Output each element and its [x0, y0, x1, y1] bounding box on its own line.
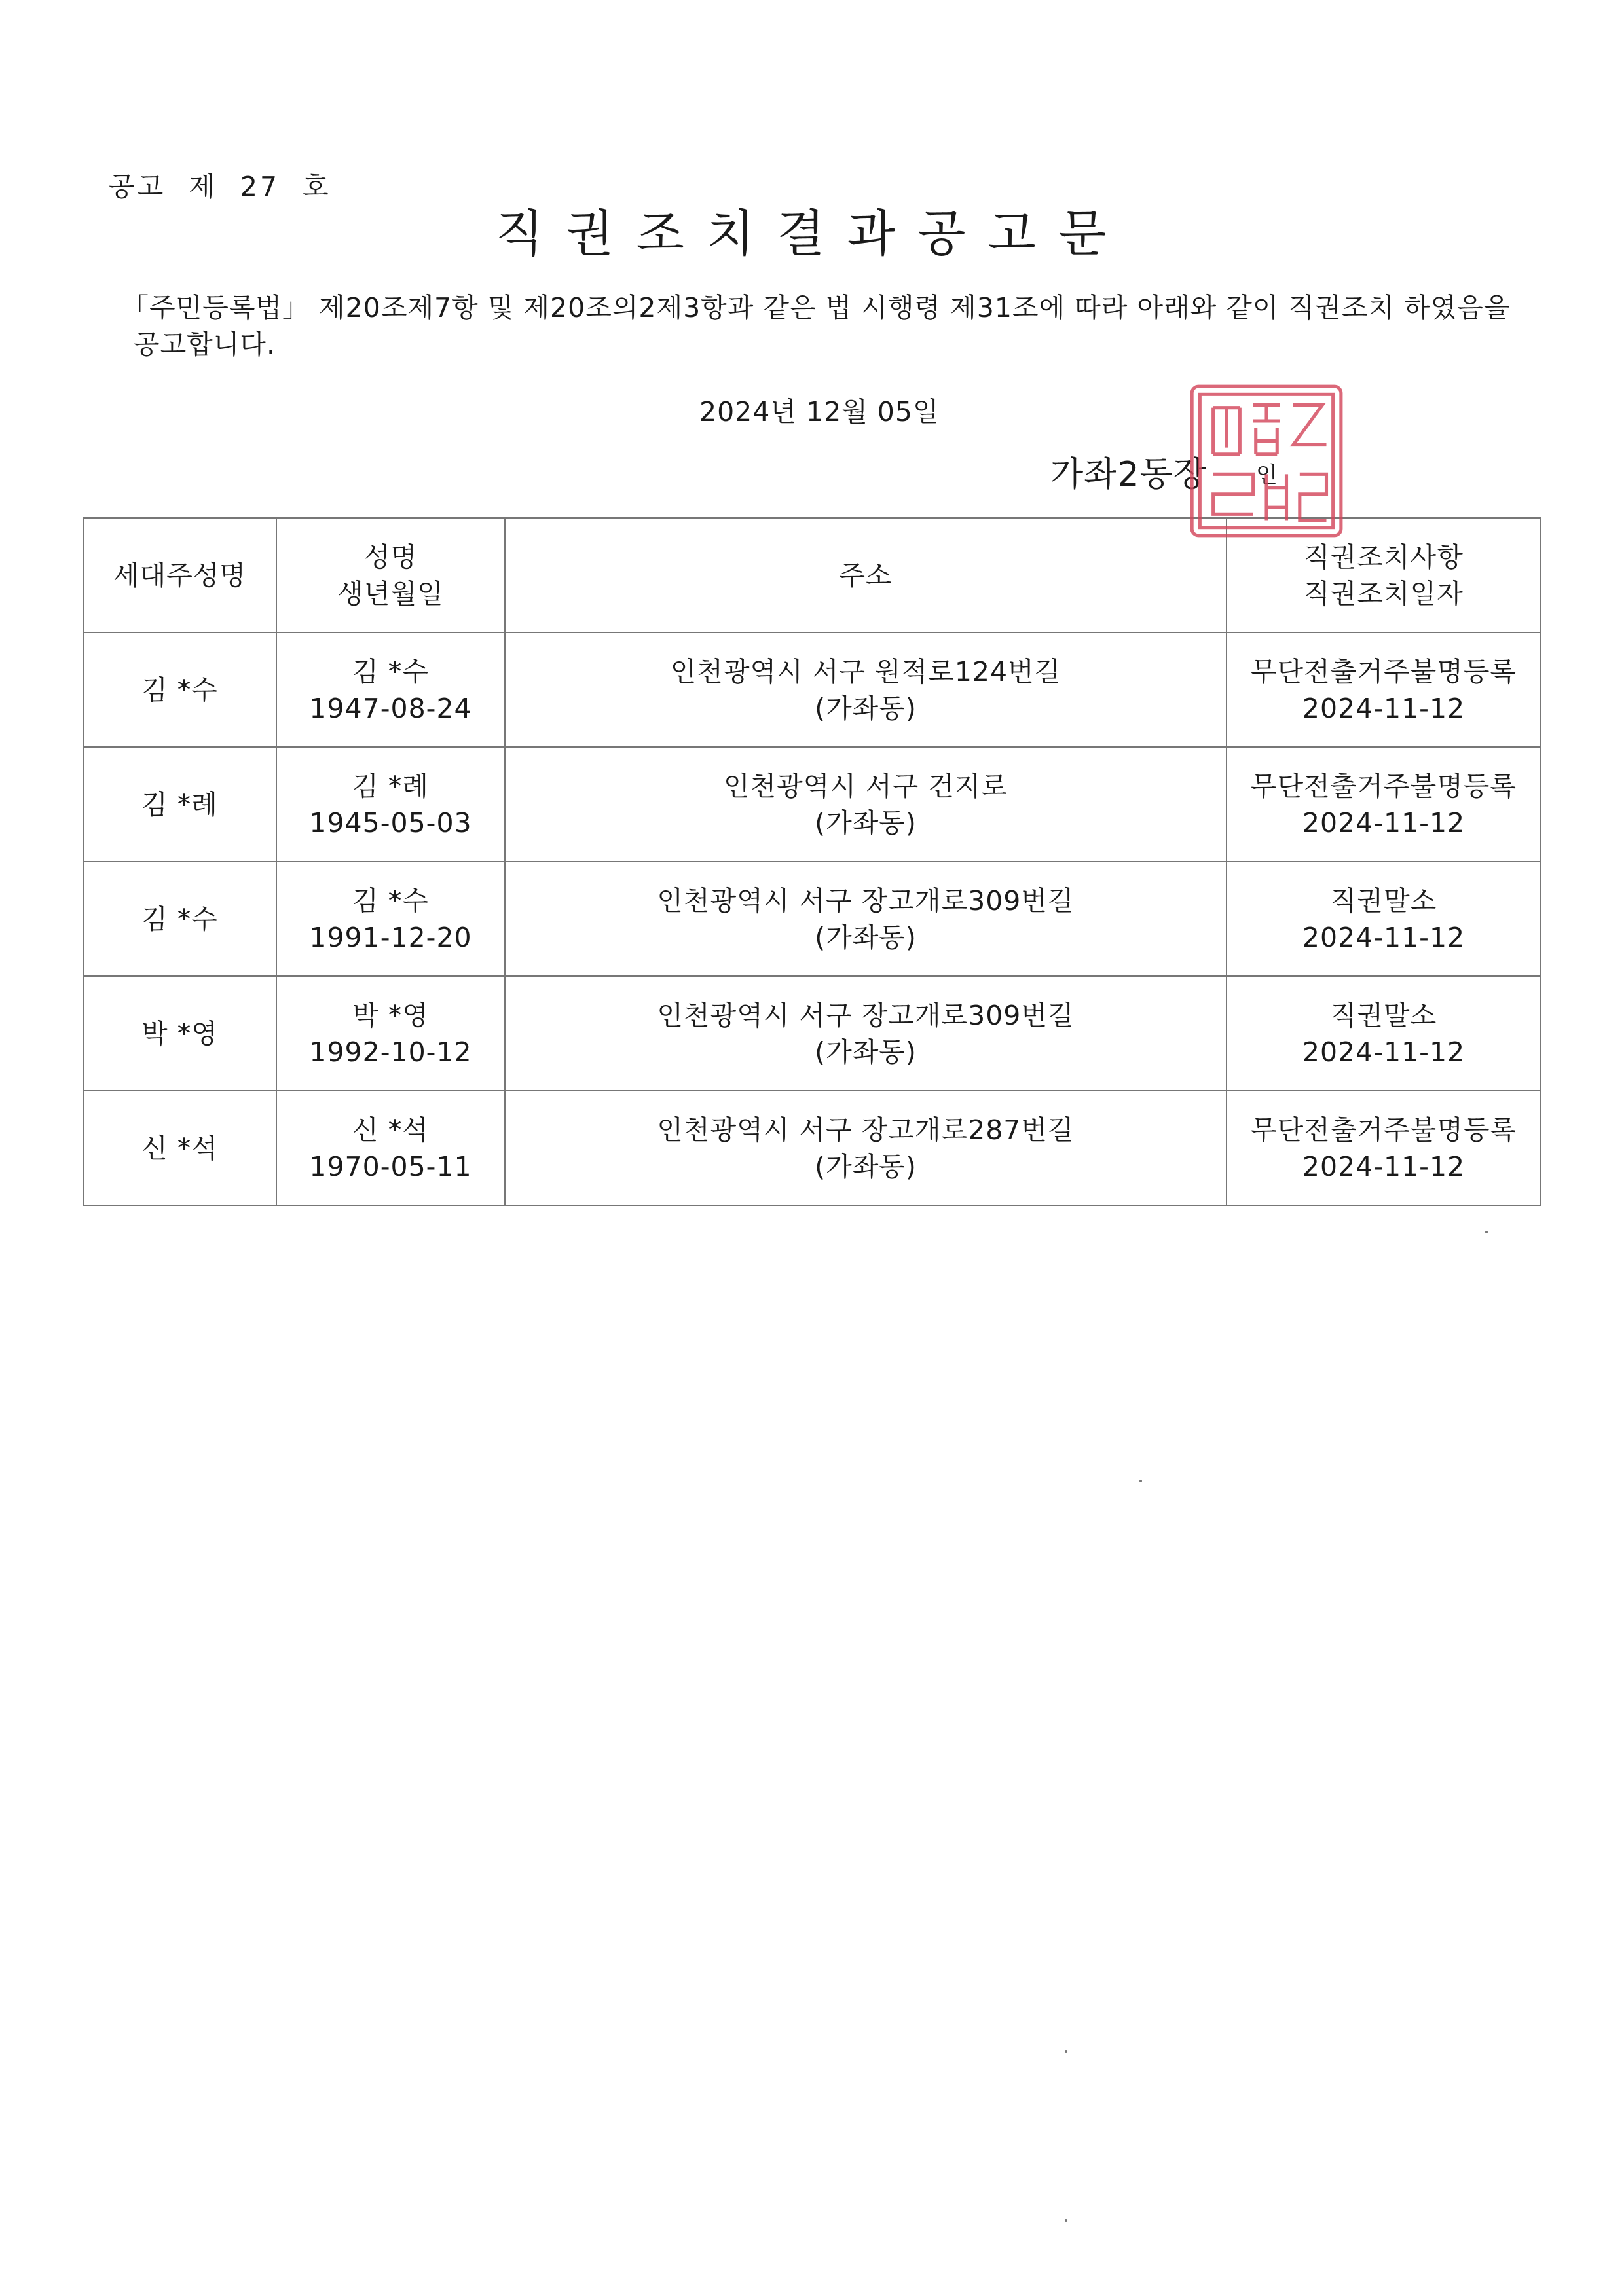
header-address: 주소 — [505, 518, 1227, 632]
cell-address — [505, 976, 1227, 1091]
results-table — [83, 517, 1541, 1206]
cell-action — [1227, 747, 1541, 862]
scan-speck — [1139, 1480, 1142, 1482]
cell-address-dong: (가좌동) — [815, 1036, 917, 1068]
cell-address-dong: (가좌동) — [815, 692, 917, 724]
cell-householder: 신 *석 — [83, 1091, 276, 1205]
cell-address-street: 인천광역시 서구 원적로124번길 — [670, 655, 1061, 687]
cell-name-birth — [276, 747, 505, 862]
cell-name-birth — [276, 976, 505, 1091]
table-row — [83, 1091, 1541, 1205]
table-row — [83, 862, 1541, 976]
cell-action — [1227, 862, 1541, 976]
notice-body-line-2: 공고합니다. — [134, 329, 276, 360]
cell-address-street: 인천광역시 서구 장고개로287번길 — [657, 1114, 1075, 1146]
header-name: 성명 — [363, 541, 418, 573]
cell-householder: 김 *수 — [83, 632, 276, 747]
cell-action-date: 2024-11-12 — [1302, 1150, 1466, 1182]
cell-action-date: 2024-11-12 — [1302, 921, 1466, 953]
cell-action-date: 2024-11-12 — [1302, 807, 1466, 839]
cell-address — [505, 632, 1227, 747]
cell-action-date: 2024-11-12 — [1302, 1036, 1466, 1068]
seal-mark: 인 — [1256, 462, 1278, 488]
cell-action — [1227, 1091, 1541, 1205]
cell-name-birth — [276, 1091, 505, 1205]
cell-birth: 1947-08-24 — [309, 692, 472, 724]
cell-name: 김 *례 — [352, 770, 429, 802]
table-row — [83, 747, 1541, 862]
cell-action-type: 무단전출거주불명등록 — [1250, 770, 1517, 802]
cell-address-dong: (가좌동) — [815, 921, 917, 953]
cell-action-type: 무단전출거주불명등록 — [1250, 1114, 1517, 1146]
cell-action-type: 무단전출거주불명등록 — [1250, 655, 1517, 687]
header-name-birth — [276, 518, 505, 632]
cell-address — [505, 747, 1227, 862]
cell-name: 김 *수 — [352, 655, 429, 687]
notice-body — [122, 289, 1536, 363]
cell-action-type: 직권말소 — [1330, 999, 1437, 1031]
cell-name-birth — [276, 632, 505, 747]
cell-name: 박 *영 — [352, 999, 429, 1031]
table-row — [83, 632, 1541, 747]
cell-householder: 김 *례 — [83, 747, 276, 862]
cell-address-street: 인천광역시 서구 장고개로309번길 — [657, 884, 1075, 917]
cell-address-dong: (가좌동) — [815, 807, 917, 839]
header-action-type: 직권조치사항 — [1304, 541, 1464, 573]
notice-date: 2024년 12월 05일 — [699, 396, 940, 428]
cell-birth: 1992-10-12 — [309, 1036, 472, 1068]
cell-name-birth — [276, 862, 505, 976]
header-householder: 세대주성명 — [83, 518, 276, 632]
cell-action — [1227, 632, 1541, 747]
document-title: 직권조치결과공고문 — [495, 204, 1129, 263]
cell-name: 신 *석 — [352, 1114, 429, 1146]
scan-speck — [1485, 1231, 1488, 1233]
cell-birth: 1991-12-20 — [309, 921, 472, 953]
cell-name: 김 *수 — [352, 884, 429, 917]
notice-number: 공고 제 27 호 — [109, 171, 331, 202]
cell-householder: 박 *영 — [83, 976, 276, 1091]
cell-address — [505, 1091, 1227, 1205]
official-seal-stamp — [1187, 381, 1346, 541]
cell-address — [505, 862, 1227, 976]
cell-action-date: 2024-11-12 — [1302, 692, 1466, 724]
cell-address-dong: (가좌동) — [815, 1150, 917, 1182]
scan-speck — [1065, 2050, 1067, 2053]
header-birth: 생년월일 — [337, 577, 444, 610]
cell-address-street: 인천광역시 서구 장고개로309번길 — [657, 999, 1075, 1031]
cell-action — [1227, 976, 1541, 1091]
cell-householder: 김 *수 — [83, 862, 276, 976]
header-action-date: 직권조치일자 — [1304, 577, 1464, 610]
cell-birth: 1945-05-03 — [309, 807, 472, 839]
cell-address-street: 인천광역시 서구 건지로 — [723, 770, 1008, 802]
table-row — [83, 976, 1541, 1091]
cell-action-type: 직권말소 — [1330, 884, 1437, 917]
cell-birth: 1970-05-11 — [309, 1150, 472, 1182]
scan-speck — [1065, 2219, 1067, 2222]
notice-body-line-1: 「주민등록법」 제20조제7항 및 제20조의2제3항과 같은 법 시행령 제31조에 따라 아래와 같이 직권조치 하였음을 — [122, 292, 1511, 323]
signer-title: 가좌2동장 — [1050, 455, 1208, 494]
